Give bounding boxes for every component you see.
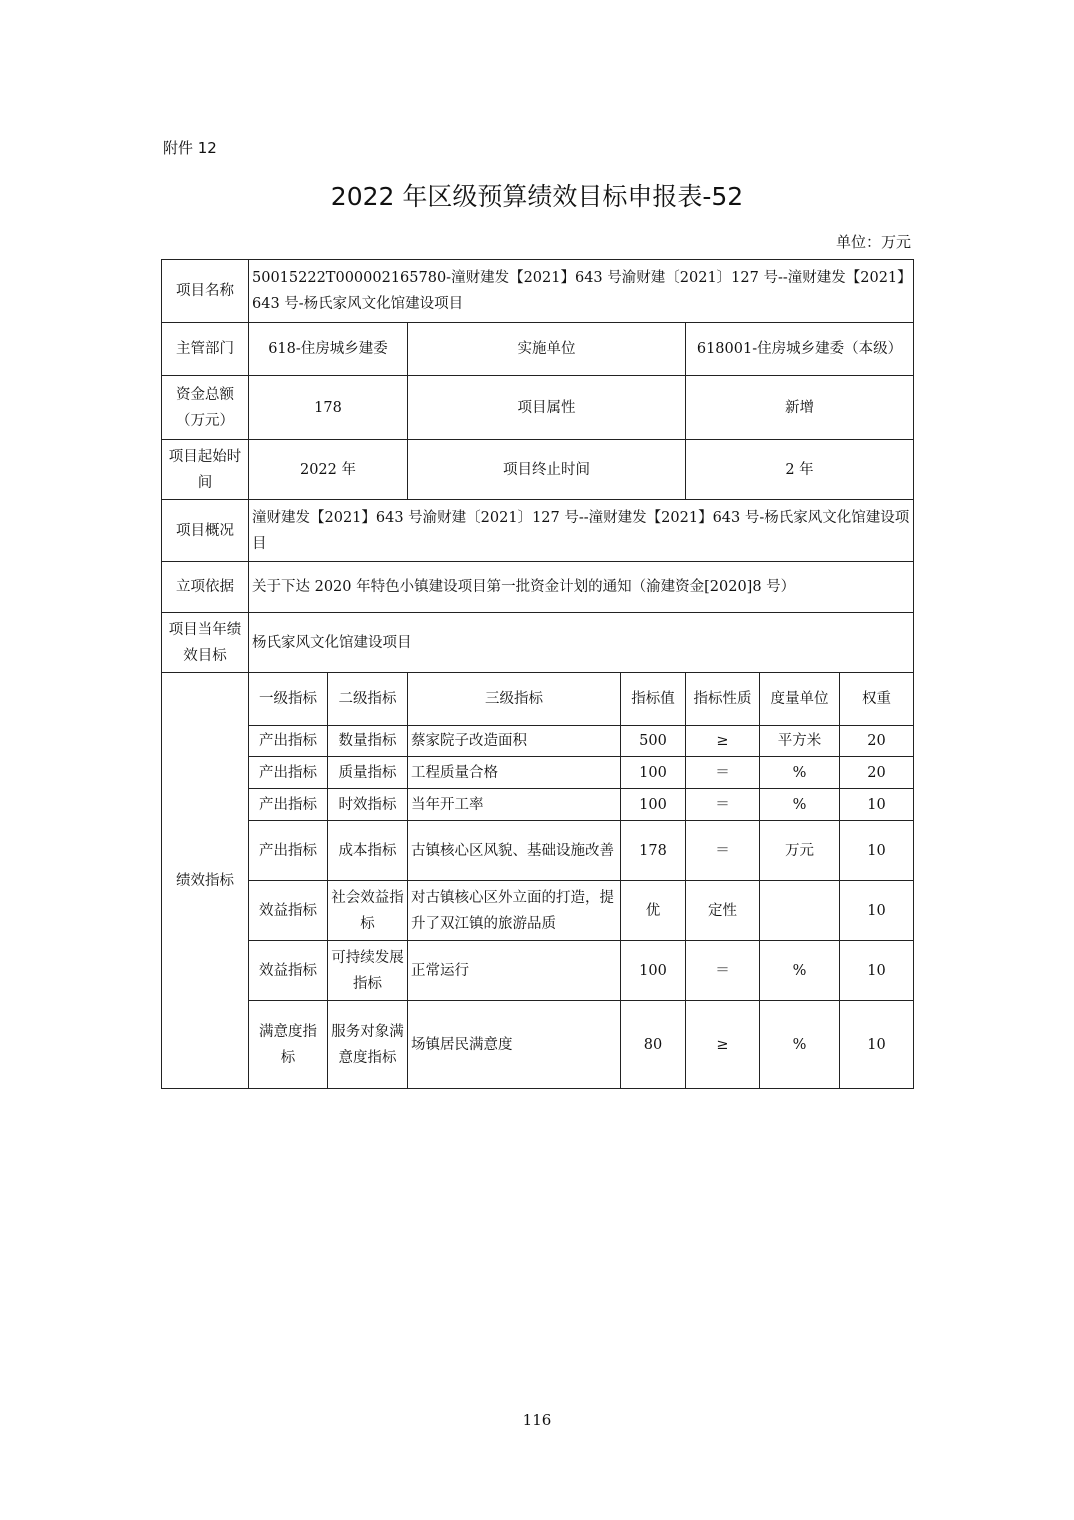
header-cell: 度量单位 xyxy=(760,673,840,726)
basis-label: 立项依据 xyxy=(162,562,249,613)
header-cell: 三级指标 xyxy=(408,673,621,726)
dept-label: 主管部门 xyxy=(162,323,249,376)
level3-cell: 当年开工率 xyxy=(408,789,621,821)
end-label: 项目终止时间 xyxy=(408,440,686,500)
unit-label: 单位：万元 xyxy=(835,233,911,251)
level2-cell: 时效指标 xyxy=(328,789,408,821)
time-row xyxy=(162,440,914,500)
nature-cell: ≥ xyxy=(686,1001,760,1089)
goal-row xyxy=(162,613,914,673)
nature-cell: ＝ xyxy=(686,941,760,1001)
unit-cell: % xyxy=(760,941,840,1001)
level3-cell: 正常运行 xyxy=(408,941,621,1001)
level3-cell: 古镇核心区风貌、基础设施改善 xyxy=(408,821,621,881)
level2-cell: 数量指标 xyxy=(328,726,408,757)
indicator-row xyxy=(162,1001,914,1089)
level1-cell: 满意度指标 xyxy=(249,1001,328,1089)
goal-value: 杨氏家风文化馆建设项目 xyxy=(249,613,914,673)
weight-cell: 10 xyxy=(840,789,914,821)
overview-value: 潼财建发【2021】643 号渝财建〔2021〕127 号--潼财建发【2021】643 号-杨氏家风文化馆建设项目 xyxy=(249,500,914,562)
project-name-row xyxy=(162,260,914,323)
start-label: 项目起始时间 xyxy=(162,440,249,500)
value-cell: 500 xyxy=(621,726,686,757)
nature-cell: 定性 xyxy=(686,881,760,941)
unit-cell: % xyxy=(760,1001,840,1089)
fund-label: 资金总额（万元） xyxy=(162,376,249,440)
nature-cell: ＝ xyxy=(686,757,760,789)
fund-row xyxy=(162,376,914,440)
level3-cell: 工程质量合格 xyxy=(408,757,621,789)
unit-cell: % xyxy=(760,789,840,821)
level2-cell: 成本指标 xyxy=(328,821,408,881)
unit-cell: 平方米 xyxy=(760,726,840,757)
unit-cell xyxy=(760,881,840,941)
nature-cell: ≥ xyxy=(686,726,760,757)
page-number: 116 xyxy=(522,1411,552,1429)
impl-label: 实施单位 xyxy=(408,323,686,376)
indicator-row xyxy=(162,881,914,941)
header-cell: 指标值 xyxy=(621,673,686,726)
indicator-section-label: 绩效指标 xyxy=(162,673,249,1089)
project-name-label: 项目名称 xyxy=(162,260,249,323)
attachment-label: 附件 12 xyxy=(163,139,217,157)
project-name-value: 50015222T000002165780-潼财建发【2021】643 号渝财建〔2021〕127 号--潼财建发【2021】643 号-杨氏家风文化馆建设项目 xyxy=(249,260,914,323)
level2-cell: 质量指标 xyxy=(328,757,408,789)
unit-cell: % xyxy=(760,757,840,789)
level3-cell: 场镇居民满意度 xyxy=(408,1001,621,1089)
weight-cell: 20 xyxy=(840,757,914,789)
level2-cell: 服务对象满意度指标 xyxy=(328,1001,408,1089)
unit-cell: 万元 xyxy=(760,821,840,881)
basis-value: 关于下达 2020 年特色小镇建设项目第一批资金计划的通知（渝建资金[2020]8 号） xyxy=(249,562,914,613)
nature-cell: ＝ xyxy=(686,789,760,821)
weight-cell: 20 xyxy=(840,726,914,757)
impl-value: 618001-住房城乡建委（本级） xyxy=(686,323,914,376)
header-cell: 权重 xyxy=(840,673,914,726)
indicator-row xyxy=(162,726,914,757)
weight-cell: 10 xyxy=(840,941,914,1001)
weight-cell: 10 xyxy=(840,821,914,881)
dept-value: 618-住房城乡建委 xyxy=(249,323,408,376)
level1-cell: 产出指标 xyxy=(249,789,328,821)
weight-cell: 10 xyxy=(840,1001,914,1089)
dept-row xyxy=(162,323,914,376)
value-cell: 100 xyxy=(621,757,686,789)
header-cell: 一级指标 xyxy=(249,673,328,726)
level1-cell: 产出指标 xyxy=(249,757,328,789)
value-cell: 100 xyxy=(621,789,686,821)
level1-cell: 产出指标 xyxy=(249,726,328,757)
basis-row xyxy=(162,562,914,613)
value-cell: 178 xyxy=(621,821,686,881)
attr-label: 项目属性 xyxy=(408,376,686,440)
header-cell: 指标性质 xyxy=(686,673,760,726)
level1-cell: 效益指标 xyxy=(249,881,328,941)
level3-cell: 蔡家院子改造面积 xyxy=(408,726,621,757)
start-value: 2022 年 xyxy=(249,440,408,500)
header-cell: 二级指标 xyxy=(328,673,408,726)
weight-cell: 10 xyxy=(840,881,914,941)
level3-cell: 对古镇核心区外立面的打造，提升了双江镇的旅游品质 xyxy=(408,881,621,941)
indicator-row xyxy=(162,789,914,821)
goal-label: 项目当年绩效目标 xyxy=(162,613,249,673)
end-value: 2 年 xyxy=(686,440,914,500)
level2-cell: 社会效益指标 xyxy=(328,881,408,941)
overview-label: 项目概况 xyxy=(162,500,249,562)
indicator-header-row xyxy=(162,673,914,726)
attr-value: 新增 xyxy=(686,376,914,440)
level1-cell: 效益指标 xyxy=(249,941,328,1001)
level2-cell: 可持续发展指标 xyxy=(328,941,408,1001)
overview-row xyxy=(162,500,914,562)
page-title: 2022 年区级预算绩效目标申报表-52 xyxy=(330,182,744,211)
indicator-row xyxy=(162,941,914,1001)
value-cell: 100 xyxy=(621,941,686,1001)
level1-cell: 产出指标 xyxy=(249,821,328,881)
indicator-row xyxy=(162,821,914,881)
value-cell: 80 xyxy=(621,1001,686,1089)
budget-table xyxy=(161,259,914,1089)
nature-cell: ＝ xyxy=(686,821,760,881)
fund-value: 178 xyxy=(249,376,408,440)
value-cell: 优 xyxy=(621,881,686,941)
indicator-row xyxy=(162,757,914,789)
